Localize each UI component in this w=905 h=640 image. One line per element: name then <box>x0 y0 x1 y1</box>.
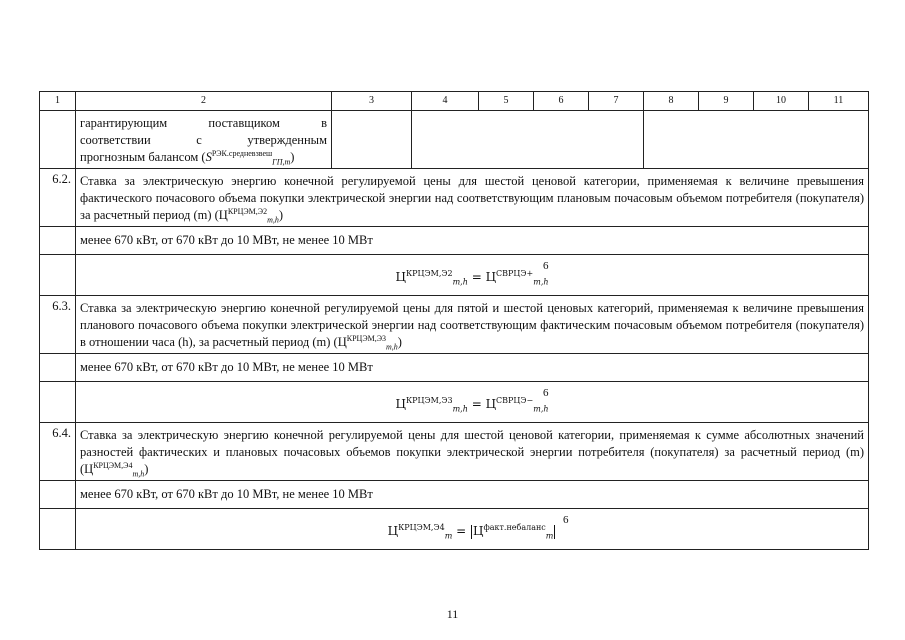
empty-cell <box>412 111 644 169</box>
col-header: 5 <box>479 92 534 111</box>
formula <box>76 396 868 412</box>
formula-row <box>40 255 869 296</box>
text-fragment: ) <box>397 334 402 349</box>
power-row <box>40 481 869 509</box>
formula-symbol: Ц <box>218 207 228 222</box>
formula-symbol: Ц <box>395 270 406 284</box>
formula-cell <box>76 255 869 296</box>
text-fragment: ) <box>290 149 295 164</box>
formula-symbol: Ц <box>84 461 94 476</box>
empty-cell <box>40 481 76 509</box>
section-description <box>76 169 869 227</box>
section-number: 6.2. <box>40 169 76 227</box>
absolute-value-bar <box>554 525 555 539</box>
col-header: 6 <box>534 92 589 111</box>
tariff-table <box>39 91 869 550</box>
power-range-text: менее 670 кВт, от 670 кВт до 10 МВт, не менее 10 МВт <box>76 227 869 255</box>
formula-superscript: КРЦЭМ,Э4 <box>93 460 133 470</box>
empty-cell <box>40 227 76 255</box>
description-text: Ставка за электрическую энергию конечной регулируемой цены для шестой ценовой категории, применяемая к величине превышения фактического почасового объема покупки электрической энергии над соответствующим плановым почасовым объемом потребителя (покупателя) за расчетный период (m) ( <box>80 174 864 222</box>
text-fragment: утвержденным <box>247 132 327 147</box>
formula-subscript: m,h <box>533 404 549 414</box>
text-fragment: с <box>196 132 202 147</box>
formula-subscript: m,h <box>132 469 145 479</box>
empty-cell <box>332 111 412 169</box>
formula-cell <box>76 509 869 550</box>
formula <box>76 523 868 539</box>
empty-cell <box>40 255 76 296</box>
footnote-marker: 6 <box>543 260 549 272</box>
formula-subscript: m,h <box>452 277 468 287</box>
formula-symbol: Ц <box>387 524 399 538</box>
formula-superscript: КРЦЭМ,Э2 <box>405 269 453 278</box>
formula-row <box>40 382 869 423</box>
empty-cell <box>40 354 76 382</box>
col-header: 1 <box>40 92 76 111</box>
equals-sign: = <box>456 524 467 538</box>
text-fragment: поставщиком <box>208 116 280 130</box>
formula-superscript: КРЦЭМ,Э2 <box>227 206 268 216</box>
empty-cell <box>40 509 76 550</box>
empty-cell <box>40 111 76 169</box>
equals-sign: = <box>471 397 482 411</box>
col-header: 11 <box>809 92 869 111</box>
formula-superscript: КРЦЭМ,Э3 <box>346 333 386 343</box>
power-range-text: менее 670 кВт, от 670 кВт до 10 МВт, не менее 10 МВт <box>76 481 869 509</box>
text-fragment: в <box>321 116 327 130</box>
section-description <box>76 423 869 481</box>
formula-superscript: СВРЦЭ− <box>496 396 534 405</box>
formula-superscript: КРЦЭМ,Э4 <box>398 523 445 532</box>
empty-cell <box>40 382 76 423</box>
continuation-row <box>40 111 869 169</box>
formula-symbol: S <box>205 149 212 164</box>
text-fragment: соответствии <box>80 132 151 147</box>
formula-symbol: Ц <box>395 397 406 411</box>
formula-superscript: факт.небаланс <box>483 523 546 532</box>
formula-symbol: Ц <box>485 397 497 411</box>
col-header: 2 <box>76 92 332 111</box>
formula-subscript: ГП,m <box>272 157 291 167</box>
formula-symbol: Ц <box>337 334 347 349</box>
description-text: Ставка за электрическую энергию конечной регулируемой цены для шестой ценовой категории, применяемая к сумме абсолютных значений разностей фактических и плановых почасовых объемов покупки электрической энергии потребителя (покупателя) за расчетный период (m) ( <box>80 428 864 476</box>
text-fragment: гарантирующим <box>80 116 168 130</box>
formula-symbol: Ц <box>473 524 484 538</box>
section-number: 6.4. <box>40 423 76 481</box>
section-description <box>76 296 869 354</box>
continuation-text <box>76 111 332 169</box>
col-header: 9 <box>699 92 754 111</box>
col-header: 10 <box>754 92 809 111</box>
text-fragment: ) <box>144 461 149 476</box>
section-row <box>40 296 869 354</box>
formula-superscript: РЭК.средневзвеш <box>211 148 273 158</box>
description-text: Ставка за электрическую энергию конечной регулируемой цены для пятой и шестой ценовых категорий, применяемая к величине превышения планового почасового объема покупки электрической энергии над соответствующим фактическим почасовым объемом потребителя (покупателя) в отношении часа (h), за расчетный период (m) ( <box>80 301 864 349</box>
formula-subscript: m,h <box>267 215 279 225</box>
formula-subscript: m <box>545 531 554 541</box>
empty-cell <box>644 111 869 169</box>
formula-subscript: m,h <box>386 342 398 352</box>
formula-symbol: Ц <box>485 270 497 284</box>
text-fragment: прогнозным балансом ( <box>80 149 206 164</box>
col-header: 3 <box>332 92 412 111</box>
formula <box>76 269 868 285</box>
power-range-text: менее 670 кВт, от 670 кВт до 10 МВт, не менее 10 МВт <box>76 354 869 382</box>
col-header: 8 <box>644 92 699 111</box>
formula-subscript: m,h <box>533 277 549 287</box>
formula-row <box>40 509 869 550</box>
section-row <box>40 169 869 227</box>
formula-subscript: m <box>444 531 453 541</box>
footnote-marker: 6 <box>563 514 569 526</box>
col-header: 4 <box>412 92 479 111</box>
formula-superscript: КРЦЭМ,Э3 <box>405 396 453 405</box>
power-row <box>40 227 869 255</box>
formula-superscript: СВРЦЭ+ <box>496 269 534 278</box>
formula-subscript: m,h <box>452 404 468 414</box>
footnote-marker: 6 <box>543 387 549 399</box>
col-header: 7 <box>589 92 644 111</box>
page-number: 11 <box>446 607 459 621</box>
equals-sign: = <box>471 270 482 284</box>
text-fragment: ) <box>278 207 284 222</box>
formula-cell <box>76 382 869 423</box>
power-row <box>40 354 869 382</box>
section-row <box>40 423 869 481</box>
section-number: 6.3. <box>40 296 76 354</box>
absolute-value-bar <box>471 525 472 539</box>
header-row <box>40 92 869 111</box>
